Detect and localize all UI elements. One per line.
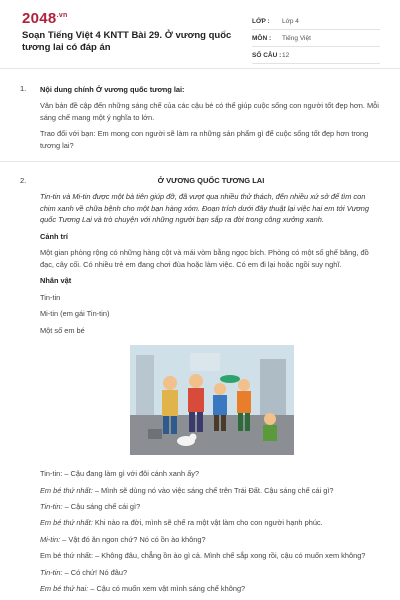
illustration-child-leg [214,415,219,431]
illustration-child-head [163,376,177,390]
illustration-child-leg [163,416,169,434]
dialogue-line [40,583,382,594]
site-logo[interactable] [22,10,68,27]
illustration-child-body [162,390,178,416]
dialogue-line [40,501,382,512]
story-title: Ở VƯƠNG QUỐC TƯƠNG LAI [157,176,265,186]
dialogue-speaker: Em bé thứ nhất: [40,551,94,561]
character-item: Một số em bé [40,325,85,335]
meta-value: Tiếng Việt [282,34,311,42]
document-title: Soạn Tiếng Việt 4 KNTT Bài 29. Ở vương quốc tương lai có đáp án [22,30,232,54]
dialogue-text: – Mình sẽ dùng nó vào việc sáng chế trên Trái Đất. Cậu sáng chế cái gì? [92,485,334,495]
illustration-child-head [264,413,276,425]
dialogue-text: – Không đâu, chẳng ồn ào gì cả. Mình chế sắp xong rồi, cậu có muốn xem không? [93,551,366,561]
dialogue-speaker: Em bé thứ nhất: [40,485,93,495]
illustration-child-leg [245,413,250,431]
section-number: 1. [20,84,27,93]
dialogue-line [40,468,382,479]
header-divider [0,68,400,69]
dialogue [40,468,382,595]
logo-text: 2048 [22,10,57,27]
dialogue-speaker: Tin-tin: [40,501,63,511]
section-heading: Nội dung chính Ở vương quốc tương lai: [40,85,185,94]
dialogue-text: – Có chứ! Nó đâu? [62,567,128,577]
illustration-child-leg [221,415,226,431]
dialogue-speaker: Tin-tin: [40,469,63,479]
dialogue-speaker: Mi-tin: [40,534,61,544]
dialogue-speaker: Tin-tin: [40,567,63,577]
illustration-child-head [238,379,250,391]
meta-row-grade [252,13,380,30]
dialogue-speaker: Em bé thứ nhất: [40,518,93,528]
characters-heading: Nhân vật [40,276,72,286]
setting-heading: Cảnh trí [40,231,68,241]
logo-suffix: .vn [56,12,68,19]
illustration-child-leg [189,412,195,432]
illustration-window [190,353,220,371]
section-number: 2. [20,176,27,186]
dialogue-text: – Cậu có muốn xem vật mình sáng chế không? [88,584,246,594]
meta-table [252,13,380,64]
illustration-child-head [189,374,203,388]
story-illustration [130,345,294,455]
illustration-bench [148,429,162,439]
meta-key: MÔN : [252,34,272,42]
dialogue-text: – Cậu sáng chế cái gì? [62,501,141,511]
dialogue-text: – Vật đó ăn ngon chứ? Nó có ồn ào không? [60,534,206,544]
meta-row-subject [252,30,380,47]
illustration-child-body [237,391,251,413]
meta-value: 12 [282,51,290,59]
dialogue-line [40,550,382,561]
illustration-child-body [213,395,227,415]
illustration-machine [260,359,286,415]
dialogue-text: – Cậu đang làm gì với đôi cánh xanh ấy? [62,469,200,479]
section-1 [0,84,400,151]
dialogue-line [40,485,382,496]
illustration-child-body [263,425,277,441]
illustration-child-head [214,383,226,395]
paragraph: Văn bản đề cập đến những sáng chế của các cậu bé có thể giúp cuộc sống con người tốt đẹp hơn. Mỗi sáng chế mang một ý nghĩa to lớn. [40,101,379,122]
illustration-cat-head [190,434,197,441]
character-item: Mi-tin (em gái Tin-tin) [40,309,110,319]
meta-value: Lớp 4 [282,17,299,25]
dialogue-line [40,517,382,528]
illustration-child-body [188,388,204,412]
dialogue-speaker: Em bé thứ hai: [40,584,89,594]
meta-key: LỚP : [252,17,270,25]
meta-row-count [252,47,380,64]
section-divider [0,161,400,162]
illustration-child-leg [171,416,177,434]
dialogue-line [40,567,382,578]
section-2 [0,176,400,594]
illustration-child-leg [197,412,203,432]
illustration-blue-wings [220,375,240,383]
dialogue-line [40,534,382,545]
meta-key: SỐ CÂU : [252,51,282,59]
header [0,0,400,66]
paragraph: Trao đổi với bạn: Em mong con người sẽ làm ra những sản phẩm gì để cuộc sống tốt đẹp hơn trong tương lai? [40,129,369,150]
setting-text: Một gian phòng rộng có những hàng cột và mái vòm bằng ngọc bích. Phòng có một số ghế băng, đồ đạc, cây cối. Có nhiều trẻ em đang chơi đùa hoặc làm việc. Có em đi lại hoặc ngồi suy nghĩ. [40,248,369,269]
illustration-child-leg [238,413,243,431]
dialogue-text: Khi nào ra đời, mình sẽ chế ra một vật làm cho con người hạnh phúc. [92,518,323,528]
illustration-machine [136,355,154,415]
character-item: Tin-tin [40,292,61,302]
main-content [0,84,400,600]
story-intro: Tin-tin và Mi-tin được một bà tiên giúp đỡ, đã vượt qua nhiều thử thách, đến nhiều xứ sở để tìm con chim xanh về chữa bệnh cho một bạn hàng xóm. Đoạn trích dưới đây thuật lại việc hai em tới Vương quốc Tương Lai và trò chuyện với những người bạn sắp ra đời trong công xưởng xanh. [40,192,369,225]
